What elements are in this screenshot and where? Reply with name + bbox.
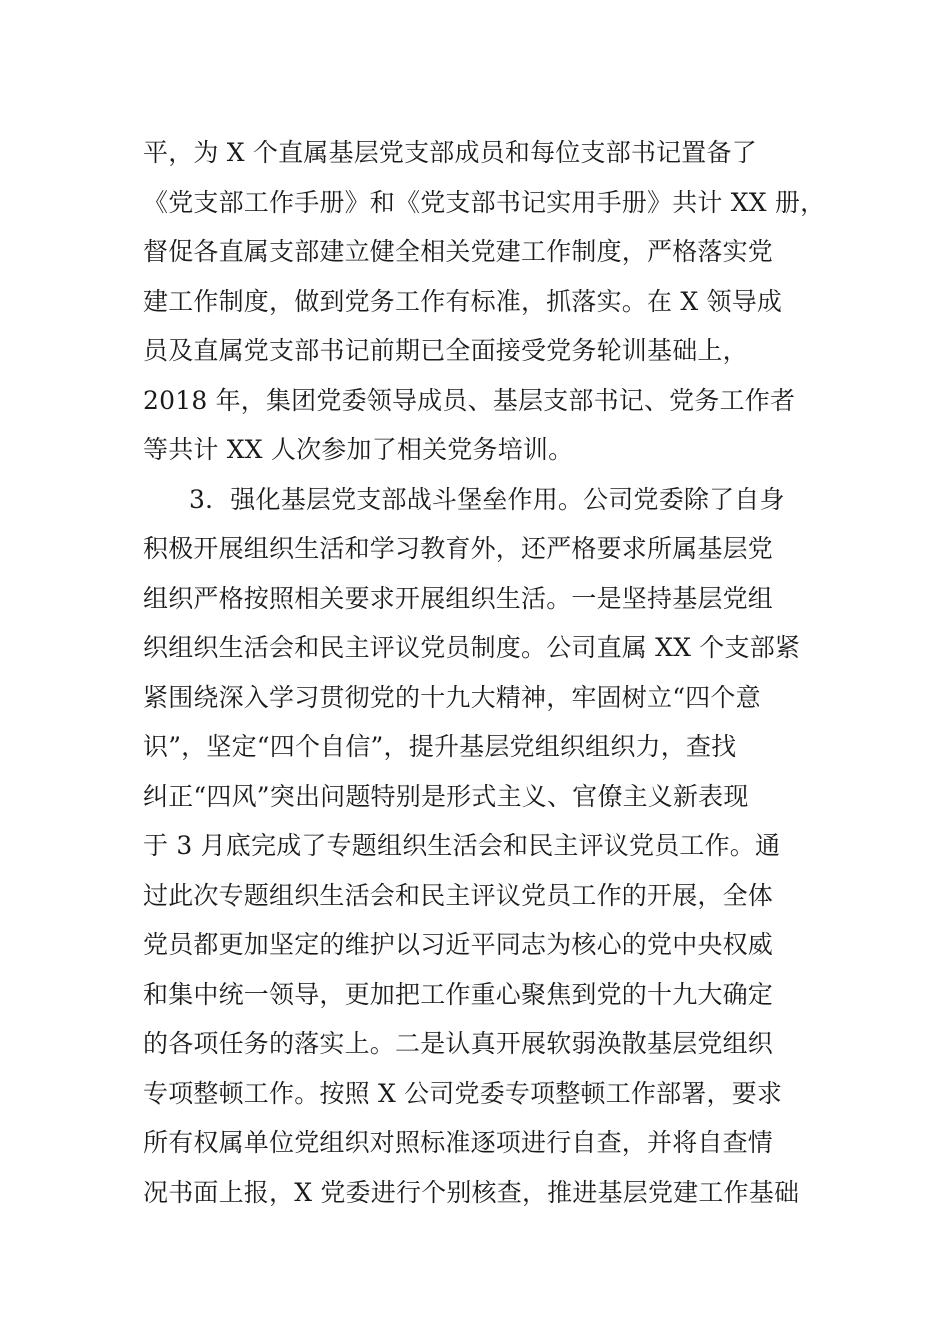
text-line: 紧围绕深入学习贯彻党的十九大精神，牢固树立“四个意 — [143, 682, 761, 712]
text-line: 的各项任务的落实上。二是认真开展软弱涣散基层党组织 — [143, 1029, 774, 1058]
text-line: 所有权属单位党组织对照标准逐项进行自查，并将自查情 — [143, 1128, 774, 1157]
text-line: 纠正“四风”突出问题特别是形式主义、官僚主义新表现 — [143, 781, 749, 811]
section-heading-line: 3．强化基层党支部战斗堡垒作用。公司党委除了自身 — [189, 484, 785, 514]
text-line: 员及直属党支部书记前期已全面接受党务轮训基础上， — [143, 336, 748, 365]
text-line: 况书面上报，X 党委进行个别核查，推进基层党建工作基础 — [143, 1177, 800, 1207]
text-line: 2018 年，集团党委领导成员、基层支部书记、党务工作者 — [143, 385, 796, 415]
text-line: 等共计 XX 人次参加了相关党务培训。 — [143, 435, 574, 464]
text-line: 党员都更加坚定的维护以习近平同志为核心的党中央权威 — [143, 930, 774, 959]
text-line: 专项整顿工作。按照 X 公司党委专项整顿工作部署，要求 — [143, 1078, 783, 1108]
text-line: 平，为 X 个直属基层党支部成员和每位支部书记置备了 — [143, 138, 757, 167]
text-line: 《党支部工作手册》和《党支部书记实用手册》共计 XX 册， — [143, 187, 826, 217]
text-line: 织组织生活会和民主评议党员制度。公司直属 XX 个支部紧 — [143, 633, 801, 662]
text-line: 过此次专题组织生活会和民主评议党员工作的开展，全体 — [143, 880, 774, 910]
text-line: 督促各直属支部建立健全相关党建工作制度，严格落实党 — [143, 237, 774, 266]
text-line: 于 3 月底完成了专题组织生活会和民主评议党员工作。通 — [143, 831, 781, 860]
text-line: 积极开展组织生活和学习教育外，还严格要求所属基层党 — [143, 534, 774, 563]
document-body — [143, 128, 833, 1217]
text-line: 识”，坚定“四个自信”，提升基层党组织组织力，查找 — [143, 732, 737, 761]
text-line: 和集中统一领导，更加把工作重心聚焦到党的十九大确定 — [143, 979, 774, 1009]
text-line: 建工作制度，做到党务工作有标准，抓落实。在 X 领导成 — [143, 286, 783, 316]
text-line: 组织严格按照相关要求开展组织生活。一是坚持基层党组 — [143, 583, 774, 613]
